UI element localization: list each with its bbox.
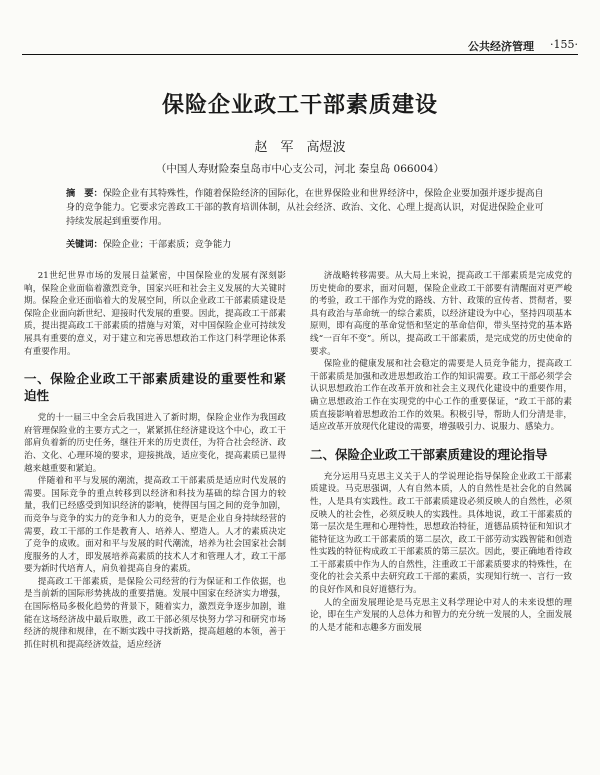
section-heading-1: 一、保险企业政工干部素质建设的重要性和紧迫性 xyxy=(24,371,286,404)
journal-name: 公共经济管理 xyxy=(468,40,534,53)
paper-title: 保险企业政工干部素质建设 xyxy=(161,93,438,118)
page-header xyxy=(0,26,600,53)
paragraph: 充分运用马克思主义关于人的学说理论指导保险企业政工干部素质建设。马克思强调，人有自然本质，人的自然性是社会化的自然属性，人是具有实践性。政工干部素质建设必须反映人的自然性，必须反映人的社会性，必须反映人的实践性。具体地说，政工干部素质的第一层次是生理和心理特性，思想政治特征，道德品质特征和知识才能特征这为政工干部素质的第二层次，政工干部劳动实践智能和创造性实践的特征构成政工干部素质的第三层次。因此，要正确地看待政工干部素质中作为人的自然性，注重政工干部素质要求的特殊性，在变化的社会关系中去研究政工干部的素质，实现知行统一、言行一致的良好作风和良好道德行为。 xyxy=(310,471,572,596)
section-heading-2: 二、保险企业政工干部素质建设的理论指导 xyxy=(310,446,548,462)
page-number: ·155· xyxy=(550,38,578,51)
paragraph: 伴随着和平与发展的潮流，提高政工干部素质是适应时代发展的需要。国际竞争的重点转移到以经济和科技为基础的综合国力的较量，我们已经感受到知识经济的影响，使得国与国之间的竞争加剧，而竞争与竞争的实力的竞争和人力的竞争，更是企业自身持续经营的需要，政工干部的工作是教育人、培养人、塑造人。人才的素质决定了竞争的成败。面对和平与发展的时代潮流，培养为社会国家社会制度服务的人才，即发展培养高素质的技术人才和管理人才，政工干部要为新时代培育人，肩负着提高自身的素质。 xyxy=(24,476,286,575)
abstract xyxy=(66,187,546,229)
keywords-text: 保险企业；干部素质；竞争能力 xyxy=(102,239,232,250)
abstract-label: 摘 要： xyxy=(66,188,103,199)
left-column xyxy=(24,270,286,765)
header-rule xyxy=(22,54,578,55)
paragraph: 提高政工干部素质，是保险公司经营的行为保证和工作依据，也是当前新的国际形势挑战的重要措施。发展中国家在经济实力增强，在国际格局多极化趋势的背景下，随着实力，激烈竞争逐步加剧，谁能在这场经济战中最后取胜，政工干部必须尽快努力学习和研究市场经济的规律和规律，在不断实践中寻找新路，提高超越的本领，善于抓住时机和提高经济效益，适应经济 xyxy=(24,576,286,650)
authors: 赵 军 高煜波 xyxy=(254,140,346,155)
paragraph: 人的全面发展理论是马克思主义科学理论中对人的未来设想的理论，即在生产发展的人总体力和智力的充分统一发展的人，全面发展的人是才能和志趣多方面发展 xyxy=(310,597,572,633)
keywords xyxy=(66,236,546,250)
keywords-label: 关键词： xyxy=(66,239,103,250)
paragraph: 济战略转移需要。从大局上来说，提高政工干部素质是完成党的历史使命的要求，面对问题，保险企业政工干部要有清醒面对更严峻的考验，政工干部作为党的路线、方针、政策的宣传者、贯彻者，要具有政治与革命统一的综合素质，以经济建设为中心，坚持四项基本原则，即有高度的革命觉悟和坚定的革命信仰，带头坚持党的基本路线“一百年不变”。所以，提高政工干部素质，是完成党的历史使命的要求。 xyxy=(310,271,572,357)
paragraph: 保险业的健康发展和社会稳定的需要是人员竞争能力，提高政工干部素质是加强和改进思想政治工作的知识需要。政工干部必须学会认识思想政治工作在改革开放和社会主义现代化建设中的重要作用，确立思想政治工作在实现党的中心工作的重要保证，“政工干部的素质直接影响着思想政治工作的效果。积极引导，帮助人们分清是非，适应改革开放现代化建设的需要，增强吸引力、说服力、感染力。 xyxy=(310,359,572,433)
right-column xyxy=(310,270,572,765)
paragraph: 党的十一届三中全会后我国进入了新时期，保险企业作为我国政府管理保险业的主要方式之一，紧紧抓住经济建设这个中心，政工干部肩负着新的历史任务，继往开来的历史责任，为符合社会经济、政治、文化、心理环境的要求，迎接挑战，适应变化，提高素质已显得越来越重要和紧迫。 xyxy=(24,413,286,474)
affiliation: （中国人寿财险秦皇岛市中心支公司，河北 秦皇岛 066004） xyxy=(155,163,445,175)
paragraph: 21世纪世界市场的发展日益紧密，中国保险业的发展有深刻影响，保险企业面临着激烈竞争，国家兴旺和社会主义发展的大关键时期。保险企业还面临着大的发展空间，所以企业政工干部素质建设是保险企业面向新世纪、迎接时代发展的重要。因此，提高政工干部素质，提出提高政工干部素质的措施与对策，对中国保险企业可持续发展具有重要的意义，对于建立和完善思想政治工作这门科学理论体系有重要作用。 xyxy=(24,271,286,357)
abstract-text: 保险企业有其特殊性，作随着保险经济的国际化，在世界保险业和世界经济中，保险企业要加强并逐步提高自身的竞争能力。它要求完善政工干部的教育培训体制，从社会经济、政治、文化、心理上提高认识，对促进保险企业可持续发展起到重要作用。 xyxy=(66,188,544,227)
